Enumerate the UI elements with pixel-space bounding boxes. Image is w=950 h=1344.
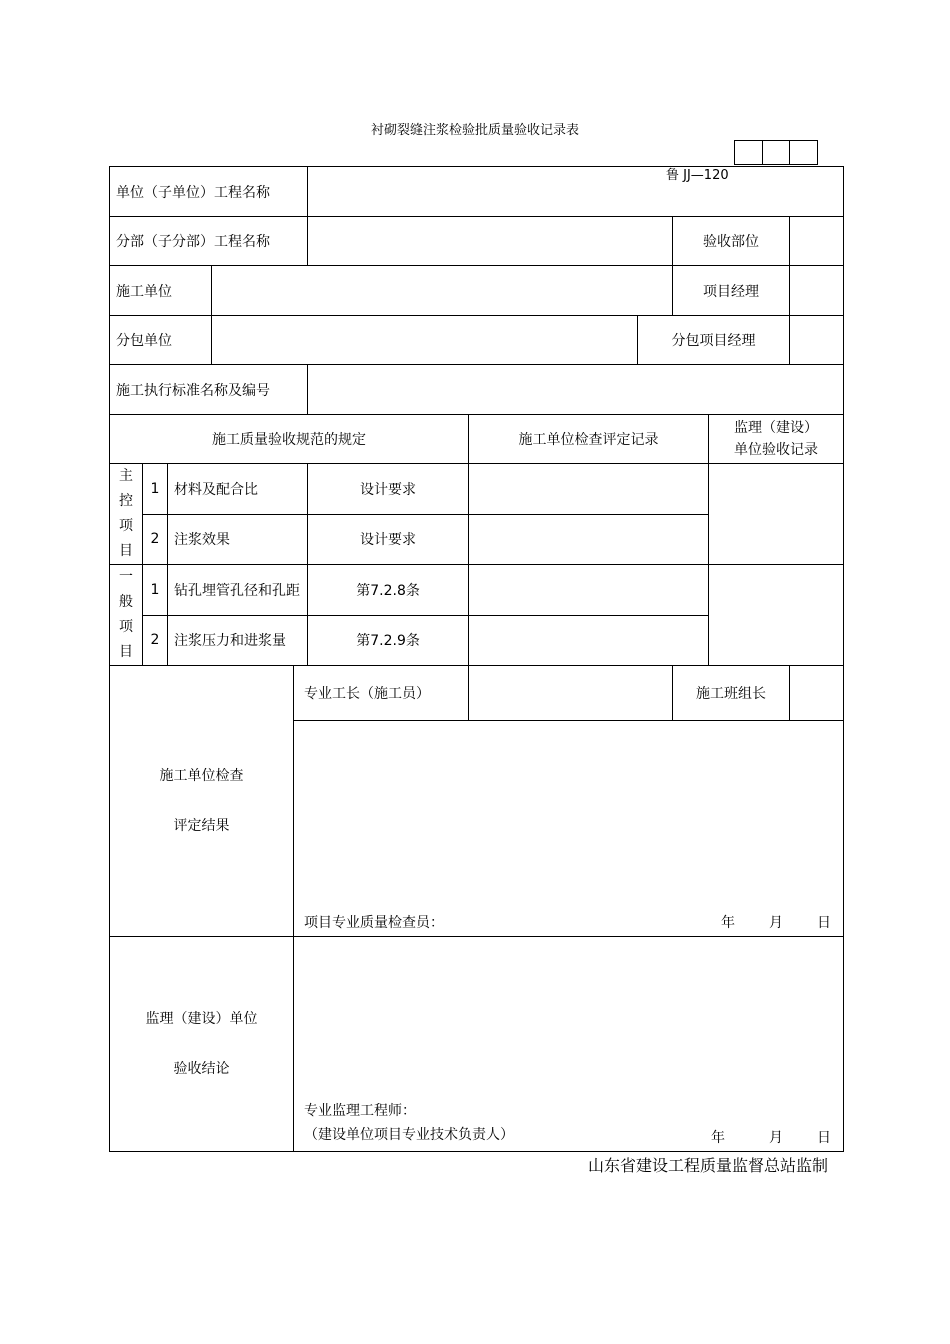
main-item-2-record[interactable] xyxy=(469,514,709,565)
team-leader-label: 施工班组长 xyxy=(673,666,790,721)
foreman-label: 专业工长（施工员） xyxy=(294,666,469,721)
main-item-2-req: 设计要求 xyxy=(308,514,469,565)
code-box-3 xyxy=(789,140,818,165)
supervision-sign-block xyxy=(304,1099,514,1147)
main-items-group-label xyxy=(110,464,143,565)
code-box-1 xyxy=(734,140,763,165)
general-items-char-3: 项 xyxy=(119,619,133,635)
main-item-2-name: 注浆效果 xyxy=(168,514,308,565)
main-item-row-1 xyxy=(110,464,844,515)
general-items-supervision-record[interactable] xyxy=(709,565,844,666)
footer-issuer: 山东省建设工程质量监督总站监制 xyxy=(588,1156,829,1175)
subcontract-manager-value[interactable] xyxy=(790,316,844,365)
check-record-header: 施工单位检查评定记录 xyxy=(469,415,709,464)
construction-result-label xyxy=(110,666,294,937)
general-item-2-record[interactable] xyxy=(469,615,709,666)
team-leader-value[interactable] xyxy=(790,666,844,721)
row-subproject-name xyxy=(110,217,844,266)
supervision-conclusion-row xyxy=(110,937,844,1152)
construction-result-line2: 评定结果 xyxy=(173,818,230,834)
row-standard xyxy=(110,365,844,415)
general-items-char-2: 般 xyxy=(119,594,133,610)
construction-date-month: 月 xyxy=(769,915,784,931)
supervision-conclusion-area[interactable] xyxy=(294,937,844,1152)
subcontract-manager-label: 分包项目经理 xyxy=(638,316,790,365)
construction-check-row xyxy=(110,666,844,721)
accept-part-value[interactable] xyxy=(790,217,844,266)
construction-unit-label: 施工单位 xyxy=(110,266,212,316)
spec-header: 施工质量验收规范的规定 xyxy=(110,415,469,464)
general-items-group-label xyxy=(110,565,143,666)
project-manager-label: 项目经理 xyxy=(673,266,790,316)
general-item-1-name: 钻孔埋管孔径和孔距 xyxy=(168,565,308,616)
subcontract-unit-value[interactable] xyxy=(212,316,638,365)
accept-part-label: 验收部位 xyxy=(673,217,790,266)
project-manager-value[interactable] xyxy=(790,266,844,316)
main-items-char-1: 主 xyxy=(119,468,133,484)
supervision-date-year: 年 xyxy=(711,1130,726,1146)
project-name-label: 单位（子单位）工程名称 xyxy=(110,167,308,217)
code-box-2 xyxy=(762,140,790,165)
main-item-2-no: 2 xyxy=(143,514,168,565)
supervision-header xyxy=(709,415,844,464)
main-item-1-req: 设计要求 xyxy=(308,464,469,515)
general-item-row-1 xyxy=(110,565,844,616)
main-items-char-4: 目 xyxy=(119,543,133,559)
construction-result-line1: 施工单位检查 xyxy=(159,768,244,784)
row-construction-unit xyxy=(110,266,844,316)
form-code: 鲁 JJ—120 xyxy=(666,168,729,183)
supervision-conclusion-line2: 验收结论 xyxy=(173,1061,230,1077)
supervision-conclusion-label xyxy=(110,937,294,1152)
main-items-char-3: 项 xyxy=(119,518,133,534)
subproject-name-value[interactable] xyxy=(308,217,673,266)
quality-inspector-label: 项目专业质量检查员： xyxy=(304,915,444,931)
general-item-2-name: 注浆压力和进浆量 xyxy=(168,615,308,666)
construction-date xyxy=(721,912,831,932)
general-item-2-req: 第7.2.9条 xyxy=(308,615,469,666)
subproject-name-label: 分部（子分部）工程名称 xyxy=(110,217,308,266)
supervision-conclusion-line1: 监理（建设）单位 xyxy=(145,1011,258,1027)
main-item-1-no: 1 xyxy=(143,464,168,515)
supervision-engineer-label: 专业监理工程师： xyxy=(304,1103,416,1119)
general-item-1-req: 第7.2.8条 xyxy=(308,565,469,616)
general-items-char-1: 一 xyxy=(119,569,133,585)
row-project-name xyxy=(110,167,844,217)
construction-date-year: 年 xyxy=(721,915,736,931)
supervision-date xyxy=(711,1127,831,1147)
construction-date-day: 日 xyxy=(817,915,832,931)
supervision-owner-label: （建设单位项目专业技术负责人） xyxy=(304,1127,514,1143)
construction-unit-value[interactable] xyxy=(212,266,673,316)
foreman-value[interactable] xyxy=(469,666,673,721)
form-title: 衬砌裂缝注浆检验批质量验收记录表 xyxy=(370,123,579,138)
standard-value[interactable] xyxy=(308,365,844,415)
row-subcontract-unit xyxy=(110,316,844,365)
construction-result-area[interactable] xyxy=(294,721,844,937)
general-item-1-no: 1 xyxy=(143,565,168,616)
general-item-1-record[interactable] xyxy=(469,565,709,616)
subcontract-unit-label: 分包单位 xyxy=(110,316,212,365)
main-items-supervision-record[interactable] xyxy=(709,464,844,565)
acceptance-form-table xyxy=(109,166,844,1152)
general-items-char-4: 目 xyxy=(119,644,133,660)
main-item-1-name: 材料及配合比 xyxy=(168,464,308,515)
main-item-1-record[interactable] xyxy=(469,464,709,515)
supervision-date-day: 日 xyxy=(817,1130,832,1146)
supervision-date-month: 月 xyxy=(769,1130,784,1146)
row-column-headers xyxy=(110,415,844,464)
supervision-header-line1: 监理（建设） xyxy=(734,420,819,436)
standard-label: 施工执行标准名称及编号 xyxy=(110,365,308,415)
supervision-header-line2: 单位验收记录 xyxy=(734,442,819,458)
general-item-2-no: 2 xyxy=(143,615,168,666)
project-name-value[interactable] xyxy=(308,167,844,217)
main-items-char-2: 控 xyxy=(119,493,133,509)
